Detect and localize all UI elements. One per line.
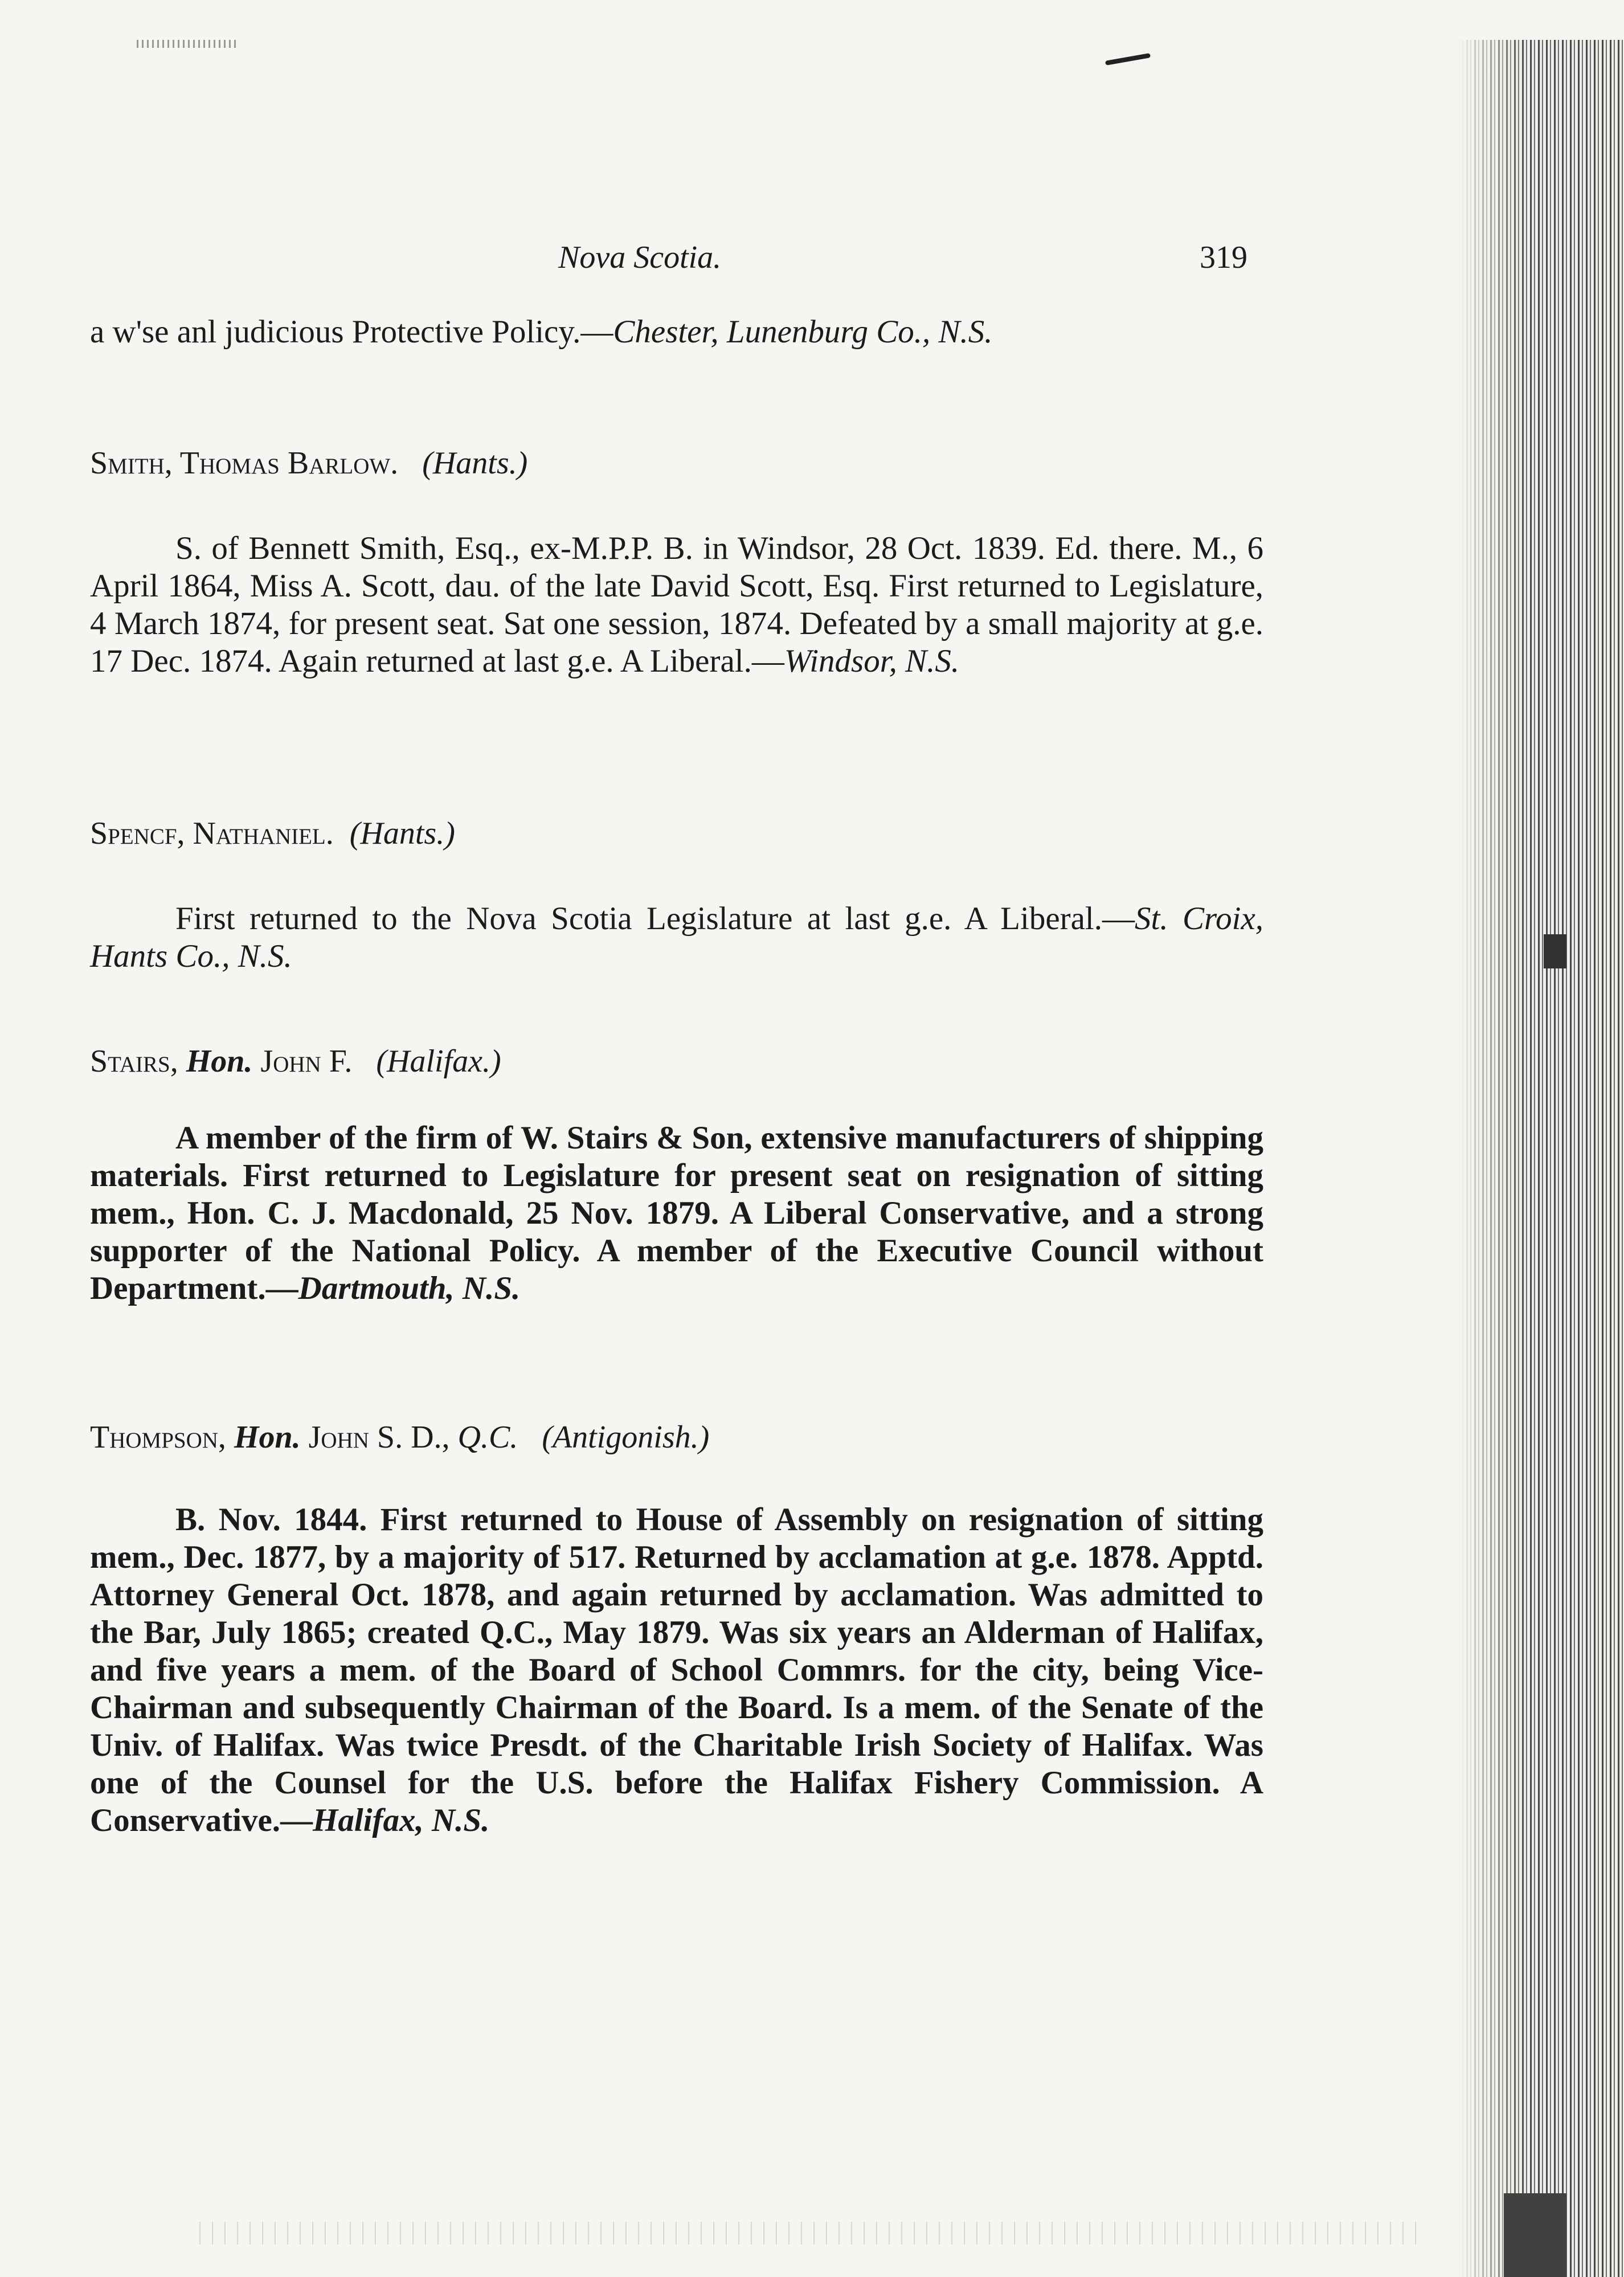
entry-given-name: John S. D.,	[308, 1420, 450, 1455]
page-number: 319	[1200, 240, 1247, 275]
continuation-text: a w'se anl judicious Protective Policy.—	[90, 314, 613, 350]
scan-mark	[1105, 53, 1151, 66]
scan-noise	[137, 40, 239, 48]
entry-heading-smith	[90, 444, 527, 482]
entry-body-stairs	[90, 1119, 1263, 1307]
entry-heading-stairs	[90, 1043, 501, 1080]
entry-constituency: (Halifax.)	[376, 1044, 501, 1079]
entry-name: Spencf, Nathaniel.	[90, 816, 334, 851]
entry-heading-spencer	[90, 815, 455, 852]
entry-constituency: (Hants.)	[422, 445, 528, 481]
scan-noise	[199, 2222, 1424, 2245]
entry-name: Smith, Thomas Barlow.	[90, 445, 399, 481]
entry-body-thompson	[90, 1501, 1263, 1839]
entry-title: Hon.	[234, 1420, 301, 1455]
entry-constituency: (Antigonish.)	[542, 1420, 710, 1455]
entry-body-spencer	[90, 900, 1263, 975]
entry-given-name: John F.	[260, 1044, 353, 1079]
running-head	[97, 239, 1247, 279]
entry-body-smith	[90, 530, 1263, 680]
entry-address: Halifax, N.S.	[313, 1802, 490, 1838]
entry-body-text: B. Nov. 1844. First returned to House of Assembly on resignation of sitting mem., Dec. 1877, by a majority of 517. Returned by acclamation at g.e. 1878. Apptd. Attorney General Oct. 1878, and again returned by acclamation. Was admitted to the Bar, July 1865; created Q.C., May 1879. Was six years an Alderman of Halifax, and five years a mem. of the Board of School Commrs. for the city, being Vice-Chairman and subsequently Chairman of the Board. Is a mem. of the Senate of the Univ. of Halifax. Was twice Presdt. of the Charitable Irish Society of Halifax. Was one of the Counsel for the U.S. before the Halifax Fishery Commission. A Conservative.—	[90, 1502, 1263, 1838]
entry-surname: Stairs,	[90, 1044, 178, 1079]
entry-address: Windsor, N.S.	[784, 643, 960, 679]
entry-surname: Thompson,	[90, 1420, 226, 1455]
entry-address: St. Croix, Hants Co., N.S.	[90, 901, 1264, 974]
entry-body-text: A member of the firm of W. Stairs & Son, extensive manufacturers of shipping materials. First returned to Legislature for present seat on resignation of sitting mem., Hon. C. J. Macdonald, 25 Nov. 1879. A Liberal Conservative, and a strong supporter of the National Policy. A member of the Executive Council without Department.—	[90, 1120, 1263, 1306]
running-title: Nova Scotia.	[558, 240, 722, 275]
entry-title: Hon.	[186, 1044, 253, 1079]
entry-constituency: (Hants.)	[349, 816, 455, 851]
continuation-paragraph	[90, 313, 1263, 351]
scan-mark	[1504, 2193, 1566, 2277]
entry-body-text: First returned to the Nova Scotia Legislature at last g.e. A Liberal.—	[175, 901, 1135, 937]
scan-edge-strip	[1458, 40, 1624, 2277]
continuation-address: Chester, Lunenburg Co., N.S.	[613, 314, 993, 350]
entry-heading-thompson	[90, 1418, 709, 1456]
entry-address: Dartmouth, N.S.	[298, 1270, 521, 1306]
entry-honour: Q.C.	[457, 1420, 518, 1455]
scan-mark	[1544, 934, 1566, 968]
entry-body-text: S. of Bennett Smith, Esq., ex-M.P.P. B. in Windsor, 28 Oct. 1839. Ed. there. M., 6 April 1864, Miss A. Scott, dau. of the late David Scott, Esq. First returned to Legislature, 4 March 1874, for present seat. Sat one session, 1874. Defeated by a small majority at g.e. 17 Dec. 1874. Again returned at last g.e. A Liberal.—	[90, 530, 1263, 679]
